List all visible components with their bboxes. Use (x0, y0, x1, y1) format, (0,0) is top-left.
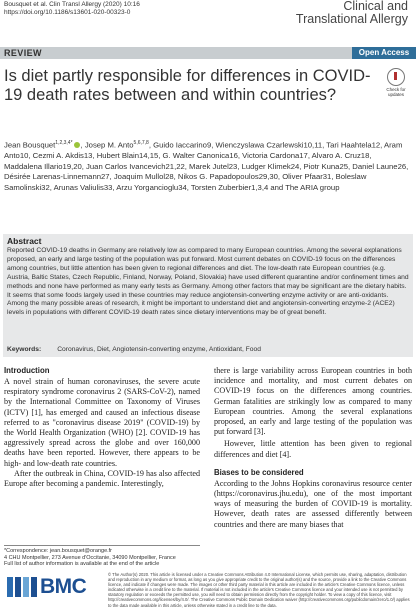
review-bar (0, 47, 416, 59)
keywords-list: Coronavirus, Diet, Angiotensin-converting enzyme, Antioxidant, Food (57, 346, 261, 353)
journal-title-line1: Clinical and (343, 0, 408, 13)
abstract-box (3, 234, 413, 357)
introduction-paragraph: A novel strain of human coronaviruses, the severe acute respiratory syndrome coronavirus 2 (SARS-CoV-2), named by the International Committee on Taxonomy of Viruses (ICTV) [1], has emerged and caused an infectious disease referred to as "coronavirus disease 2019" (COVID-19) by the World Health Organization (WHO) [2]. COVID-19 has aggressively spread across the globe and over 160,000 deaths have been reported. However, there appears to be high- and low-death rate countries. (4, 377, 200, 468)
orcid-icon[interactable] (74, 142, 80, 148)
affiliation-address: 4 CHU Montpellier, 273 Avenue d'Occitanie, 34090 Montpellier, France (4, 554, 176, 561)
citation-line: Bousquet et al. Clin Transl Allergy (2020) 10:16 (4, 1, 140, 8)
open-access-badge: Open Access (352, 47, 416, 59)
article-type-label: REVIEW (4, 48, 42, 58)
journal-title-line2: Translational Allergy (295, 12, 408, 26)
correspondence-email[interactable]: *Correspondence: jean.bousquet@orange.fr (4, 548, 113, 554)
bmc-logo-icon (6, 574, 38, 600)
author-names-rest: , Guido Iaccarino9, Wienczyslawa Czarlewski10,11, Tari Haahtela12, Aram Anto10, Cezmi A. Akdis13, Hubert Blain14,15, G. Walter Canonica16, Victoria Cardona17, Alvaro A. Cruz18, Maddalena Illario19,20, Juan Carlos Ivancevich21,22, Marek Jutel23, Ludger Klimek24, Piotr Kuna25, Daniel Laune26, Désirée Larenas-Linnemann27, Joaquim Mullol28, Nikos G. Papadopoulos29,30, Oliver Pfaar31, Boleslaw Samolinski32, Arunas Valiulis33, Arzu Yorgancioglu34, Torsten Zuberbier1,3,4 and The ARIA group (4, 140, 409, 192)
bmc-logo[interactable] (6, 574, 86, 600)
keywords-line (7, 346, 261, 353)
check-updates-label: Check for updates (386, 87, 406, 97)
journal-title (296, 0, 408, 26)
footnote-divider (4, 545, 200, 546)
citation-header (4, 1, 140, 17)
author-name[interactable]: Jean Bousquet (4, 140, 56, 150)
body-paragraph: However, little attention has been given to regional differences and diet [4]. (214, 439, 412, 459)
check-updates-icon (387, 68, 405, 86)
check-for-updates-button[interactable] (382, 68, 410, 97)
author-list (4, 138, 410, 194)
biases-paragraph: According to the Johns Hopkins coronavirus resource center (https://coronavirus.jhu.edu), one of the most important ways of measuring the burden of COVID-19 is mortality. However, death rates are assessed differently between countries and there are many biases that (214, 478, 412, 529)
license-text: © The Author(s) 2020. This article is licensed under a Creative Commons Attribution 4.0 International License, which permits use, sharing, adaptation, distribution and reproduction in any medium or format, as long as you give appropriate credit to the original author(s) and the source, provide a link to the Creative Commons licence, and indicate if changes were made. The images or other third party material in this article are included in the article's Creative Commons licence, unless indicated otherwise in a credit line to the material. If material is not included in the article's Creative Commons licence and your intended use is not permitted by statutory regulation or exceeds the permitted use, you will need to obtain permission directly from the copyright holder. To view a copy of this licence, visit http://creativecommons.org/licenses/by/4.0/. The Creative Commons Public Domain Dedication waiver (http://creativecommons.org/publicdomain/zero/1.0/) applies to the data made available in this article, unless otherwise stated in a credit line to the data. (108, 572, 410, 608)
author-affiliation: 5,6,7,8 (133, 140, 149, 146)
left-column (4, 366, 200, 489)
biases-heading: Biases to be considered (214, 467, 304, 477)
author-info-note: Full list of author information is available at the end of the article (4, 561, 160, 568)
abstract-heading: Abstract (7, 236, 42, 246)
author-affiliation: 1,2,3,4* (55, 140, 73, 146)
body-paragraph: there is large variability across European countries in both incidence and mortality, and most current debates on COVID-19 focus on the differences among countries. German fatalities are strikingly low as compared to many European countries. Among the several explanations proposed, an early and large testing of the population was put forward [3]. (214, 366, 412, 437)
keywords-label: Keywords: (7, 346, 42, 353)
author-name[interactable]: , Josep M. Anto (80, 140, 134, 150)
footnote (4, 548, 204, 568)
abstract-text: Reported COVID-19 deaths in Germany are relatively low as compared to many European countries. Among the several explanations proposed, an early and large testing of the population was put forward. Most current debates on COVID-19 focus on the differences among countries, but little attention has been given to regional differences and diet. The low-death rate European countries (e.g. Austria, Baltic States, Czech Republic, Finland, Norway, Poland, Slovakia) have used different quarantine and/or confinement times and methods and none have performed as many early tests as Germany. Among other factors that may be significant are the dietary habits. It seems that some foods largely used in these countries may reduce angiotensin-converting enzyme activity or are anti-oxidants. Among the many possible areas of research, it might be important to understand diet and angiotensin-converting enzyme-2 (ACE2) levels in populations with different COVID-19 death rates since dietary interventions may be of great benefit. (7, 247, 409, 317)
doi-link[interactable]: https://doi.org/10.1186/s13601-020-00323-0 (4, 9, 131, 16)
introduction-paragraph: After the outbreak in China, COVID-19 has also affected Europe after becoming a pandemic. Interestingly, (4, 468, 200, 489)
introduction-heading: Introduction (4, 366, 50, 375)
right-column (214, 366, 412, 530)
bmc-logo-text: BMC (40, 575, 87, 598)
article-title: Is diet partly responsible for differences in COVID-19 death rates between and within countries? (4, 67, 371, 104)
